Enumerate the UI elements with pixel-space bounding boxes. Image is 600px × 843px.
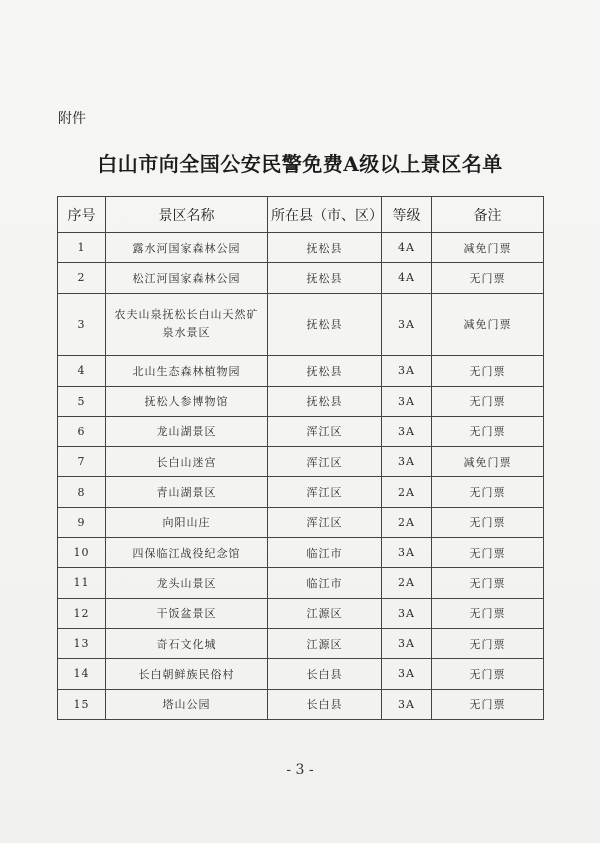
cell-remark: 无门票 <box>432 386 544 416</box>
cell-grade: 3A <box>382 598 432 628</box>
cell-index: 6 <box>58 416 106 446</box>
cell-index: 5 <box>58 386 106 416</box>
cell-name: 青山湖景区 <box>106 477 268 507</box>
attachment-label: 附件 <box>58 111 86 127</box>
cell-name: 向阳山庄 <box>106 507 268 537</box>
cell-grade: 3A <box>382 689 432 720</box>
table-row <box>58 538 544 568</box>
cell-index: 11 <box>58 568 106 598</box>
table-row <box>58 386 544 416</box>
table-row <box>58 659 544 689</box>
cell-name: 四保临江战役纪念馆 <box>106 538 268 568</box>
cell-name: 奇石文化城 <box>106 628 268 658</box>
table-row <box>58 263 544 293</box>
table-row <box>58 293 544 356</box>
cell-county: 抚松县 <box>268 293 382 356</box>
cell-remark: 无门票 <box>432 628 544 658</box>
cell-grade: 3A <box>382 659 432 689</box>
cell-county: 抚松县 <box>268 263 382 293</box>
cell-name: 抚松人参博物馆 <box>106 386 268 416</box>
header-index: 序号 <box>58 197 106 233</box>
cell-remark: 无门票 <box>432 356 544 386</box>
cell-grade: 2A <box>382 507 432 537</box>
table-row <box>58 507 544 537</box>
cell-grade: 3A <box>382 416 432 446</box>
cell-index: 14 <box>58 659 106 689</box>
cell-county: 浑江区 <box>268 507 382 537</box>
header-county: 所在县（市、区） <box>268 197 382 233</box>
cell-index: 3 <box>58 293 106 356</box>
cell-county: 浑江区 <box>268 447 382 477</box>
cell-county: 浑江区 <box>268 477 382 507</box>
cell-index: 7 <box>58 447 106 477</box>
header-grade: 等级 <box>382 197 432 233</box>
cell-grade: 3A <box>382 356 432 386</box>
cell-county: 长白县 <box>268 659 382 689</box>
cell-index: 13 <box>58 628 106 658</box>
table-row <box>58 568 544 598</box>
cell-grade: 4A <box>382 233 432 263</box>
cell-county: 浑江区 <box>268 416 382 446</box>
cell-county: 抚松县 <box>268 356 382 386</box>
table-row <box>58 356 544 386</box>
cell-remark: 减免门票 <box>432 447 544 477</box>
cell-grade: 3A <box>382 538 432 568</box>
table-row <box>58 233 544 263</box>
cell-grade: 3A <box>382 447 432 477</box>
cell-name: 北山生态森林植物园 <box>106 356 268 386</box>
cell-grade: 3A <box>382 628 432 658</box>
cell-remark: 无门票 <box>432 507 544 537</box>
cell-name: 龙头山景区 <box>106 568 268 598</box>
cell-remark: 无门票 <box>432 659 544 689</box>
cell-index: 1 <box>58 233 106 263</box>
cell-remark: 减免门票 <box>432 293 544 356</box>
cell-remark: 无门票 <box>432 477 544 507</box>
cell-index: 2 <box>58 263 106 293</box>
cell-remark: 减免门票 <box>432 233 544 263</box>
table-row <box>58 447 544 477</box>
cell-remark: 无门票 <box>432 689 544 720</box>
scenic-spot-table <box>57 196 544 720</box>
cell-index: 9 <box>58 507 106 537</box>
table-row <box>58 598 544 628</box>
header-remark: 备注 <box>432 197 544 233</box>
cell-county: 江源区 <box>268 628 382 658</box>
cell-county: 抚松县 <box>268 386 382 416</box>
cell-name: 塔山公园 <box>106 689 268 720</box>
table-row <box>58 477 544 507</box>
document-title: 白山市向全国公安民警免费A级以上景区名单 <box>97 152 503 176</box>
cell-county: 抚松县 <box>268 233 382 263</box>
table-header-row <box>58 197 544 233</box>
cell-grade: 2A <box>382 477 432 507</box>
cell-remark: 无门票 <box>432 416 544 446</box>
cell-remark: 无门票 <box>432 598 544 628</box>
cell-index: 10 <box>58 538 106 568</box>
cell-index: 8 <box>58 477 106 507</box>
cell-remark: 无门票 <box>432 568 544 598</box>
cell-index: 12 <box>58 598 106 628</box>
cell-grade: 3A <box>382 386 432 416</box>
cell-remark: 无门票 <box>432 538 544 568</box>
cell-name: 干饭盆景区 <box>106 598 268 628</box>
header-name: 景区名称 <box>106 197 268 233</box>
cell-name: 长白朝鲜族民俗村 <box>106 659 268 689</box>
cell-county: 江源区 <box>268 598 382 628</box>
cell-grade: 2A <box>382 568 432 598</box>
table-row <box>58 416 544 446</box>
table-row <box>58 628 544 658</box>
cell-index: 4 <box>58 356 106 386</box>
cell-grade: 4A <box>382 263 432 293</box>
cell-name: 龙山湖景区 <box>106 416 268 446</box>
cell-county: 长白县 <box>268 689 382 720</box>
cell-county: 临江市 <box>268 538 382 568</box>
cell-index: 15 <box>58 689 106 720</box>
cell-county: 临江市 <box>268 568 382 598</box>
cell-remark: 无门票 <box>432 263 544 293</box>
cell-name: 农夫山泉抚松长白山天然矿泉水景区 <box>106 293 268 356</box>
table-body <box>58 233 544 720</box>
table-row <box>58 689 544 720</box>
cell-grade: 3A <box>382 293 432 356</box>
cell-name: 长白山迷宫 <box>106 447 268 477</box>
cell-name: 松江河国家森林公园 <box>106 263 268 293</box>
page-number: - 3 - <box>286 762 314 778</box>
cell-name: 露水河国家森林公园 <box>106 233 268 263</box>
